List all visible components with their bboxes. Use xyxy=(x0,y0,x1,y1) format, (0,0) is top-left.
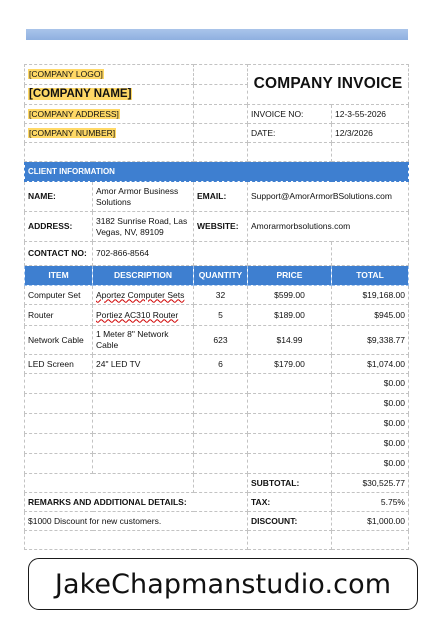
item-cell: Network Cable xyxy=(25,326,93,355)
email-label: EMAIL: xyxy=(194,182,248,212)
contact-value: 702-866-8564 xyxy=(93,242,194,266)
quantity-cell: 32 xyxy=(194,286,248,305)
item-cell: LED Screen xyxy=(25,355,93,374)
total-cell: $0.00 xyxy=(332,374,409,394)
company-logo-placeholder: [COMPANY LOGO] xyxy=(29,69,103,79)
description-text: Portiez AC310 Router xyxy=(96,309,179,320)
total-cell: $0.00 xyxy=(332,454,409,474)
company-number-placeholder: [COMPANY NUMBER] xyxy=(29,127,116,138)
description-cell: 1 Meter 8" Network Cable xyxy=(93,326,194,355)
price-cell: $599.00 xyxy=(248,286,332,305)
subtotal-label: SUBTOTAL: xyxy=(248,474,332,493)
email-value: Support@AmorArmorBSolutions.com xyxy=(248,182,409,212)
client-address-label: ADDRESS: xyxy=(25,212,93,242)
discount-label: DISCOUNT: xyxy=(248,512,332,531)
item-cell: Computer Set xyxy=(25,286,93,305)
tax-label: TAX: xyxy=(248,493,332,512)
client-name-value: Amor Armor Business Solutions xyxy=(93,182,194,212)
remarks-text: $1000 Discount for new customers. xyxy=(25,512,248,531)
table-row xyxy=(25,374,409,394)
total-cell: $0.00 xyxy=(332,434,409,454)
invoice-no-label: INVOICE NO: xyxy=(248,105,332,124)
description-cell: 24" LED TV xyxy=(93,355,194,374)
price-cell: $189.00 xyxy=(248,305,332,326)
item-cell: Router xyxy=(25,305,93,326)
table-row xyxy=(25,286,409,305)
col-header-item: ITEM xyxy=(25,266,93,286)
invoice-title-cell xyxy=(248,65,409,105)
date-label: DATE: xyxy=(248,124,332,143)
col-header-price: PRICE xyxy=(248,266,332,286)
subtotal-value: $30,525.77 xyxy=(332,474,409,493)
table-row xyxy=(25,434,409,454)
quantity-cell: 6 xyxy=(194,355,248,374)
total-cell: $1,074.00 xyxy=(332,355,409,374)
table-row xyxy=(25,414,409,434)
total-cell: $9,338.77 xyxy=(332,326,409,355)
company-name-placeholder: [COMPANY NAME] xyxy=(29,88,132,100)
col-header-total: TOTAL xyxy=(332,266,409,286)
table-row xyxy=(25,394,409,414)
remarks-label: REMARKS AND ADDITIONAL DETAILS: xyxy=(25,493,248,512)
watermark-banner xyxy=(28,558,418,610)
quantity-cell: 5 xyxy=(194,305,248,326)
client-info-header: CLIENT INFORMATION xyxy=(25,162,409,182)
invoice-table xyxy=(24,64,409,550)
table-row xyxy=(25,326,409,355)
invoice-no-value: 12-3-55-2026 xyxy=(332,105,409,124)
client-address-value: 3182 Sunrise Road, Las Vegas, NV, 89109 xyxy=(93,212,194,242)
invoice-sheet xyxy=(24,64,408,590)
table-row xyxy=(25,305,409,326)
quantity-cell: 623 xyxy=(194,326,248,355)
price-cell: $14.99 xyxy=(248,326,332,355)
watermark-text: JakeChapmanstudio.com xyxy=(54,568,392,600)
invoice-title: COMPANY INVOICE xyxy=(253,75,403,92)
description-cell xyxy=(93,286,194,305)
price-cell: $179.00 xyxy=(248,355,332,374)
tax-value: 5.75% xyxy=(332,493,409,512)
company-logo-cell xyxy=(25,65,194,85)
date-value: 12/3/2026 xyxy=(332,124,409,143)
description-cell xyxy=(93,305,194,326)
total-cell: $0.00 xyxy=(332,394,409,414)
top-decorative-bar xyxy=(26,29,408,40)
table-row xyxy=(25,355,409,374)
total-cell: $0.00 xyxy=(332,414,409,434)
website-label: WEBSITE: xyxy=(194,212,248,242)
discount-value: $1,000.00 xyxy=(332,512,409,531)
company-address-placeholder: [COMPANY ADDRESS] xyxy=(29,108,119,119)
company-name-cell xyxy=(25,85,194,105)
table-row xyxy=(25,454,409,474)
contact-label: CONTACT NO: xyxy=(25,242,93,266)
total-cell: $19,168.00 xyxy=(332,286,409,305)
client-name-label: NAME: xyxy=(25,182,93,212)
total-cell: $945.00 xyxy=(332,305,409,326)
col-header-description: DESCRIPTION xyxy=(93,266,194,286)
website-value: Amorarmorbsolutions.com xyxy=(248,212,409,242)
col-header-quantity: QUANTITY xyxy=(194,266,248,286)
description-text: Aportez Computer Sets xyxy=(96,289,185,300)
